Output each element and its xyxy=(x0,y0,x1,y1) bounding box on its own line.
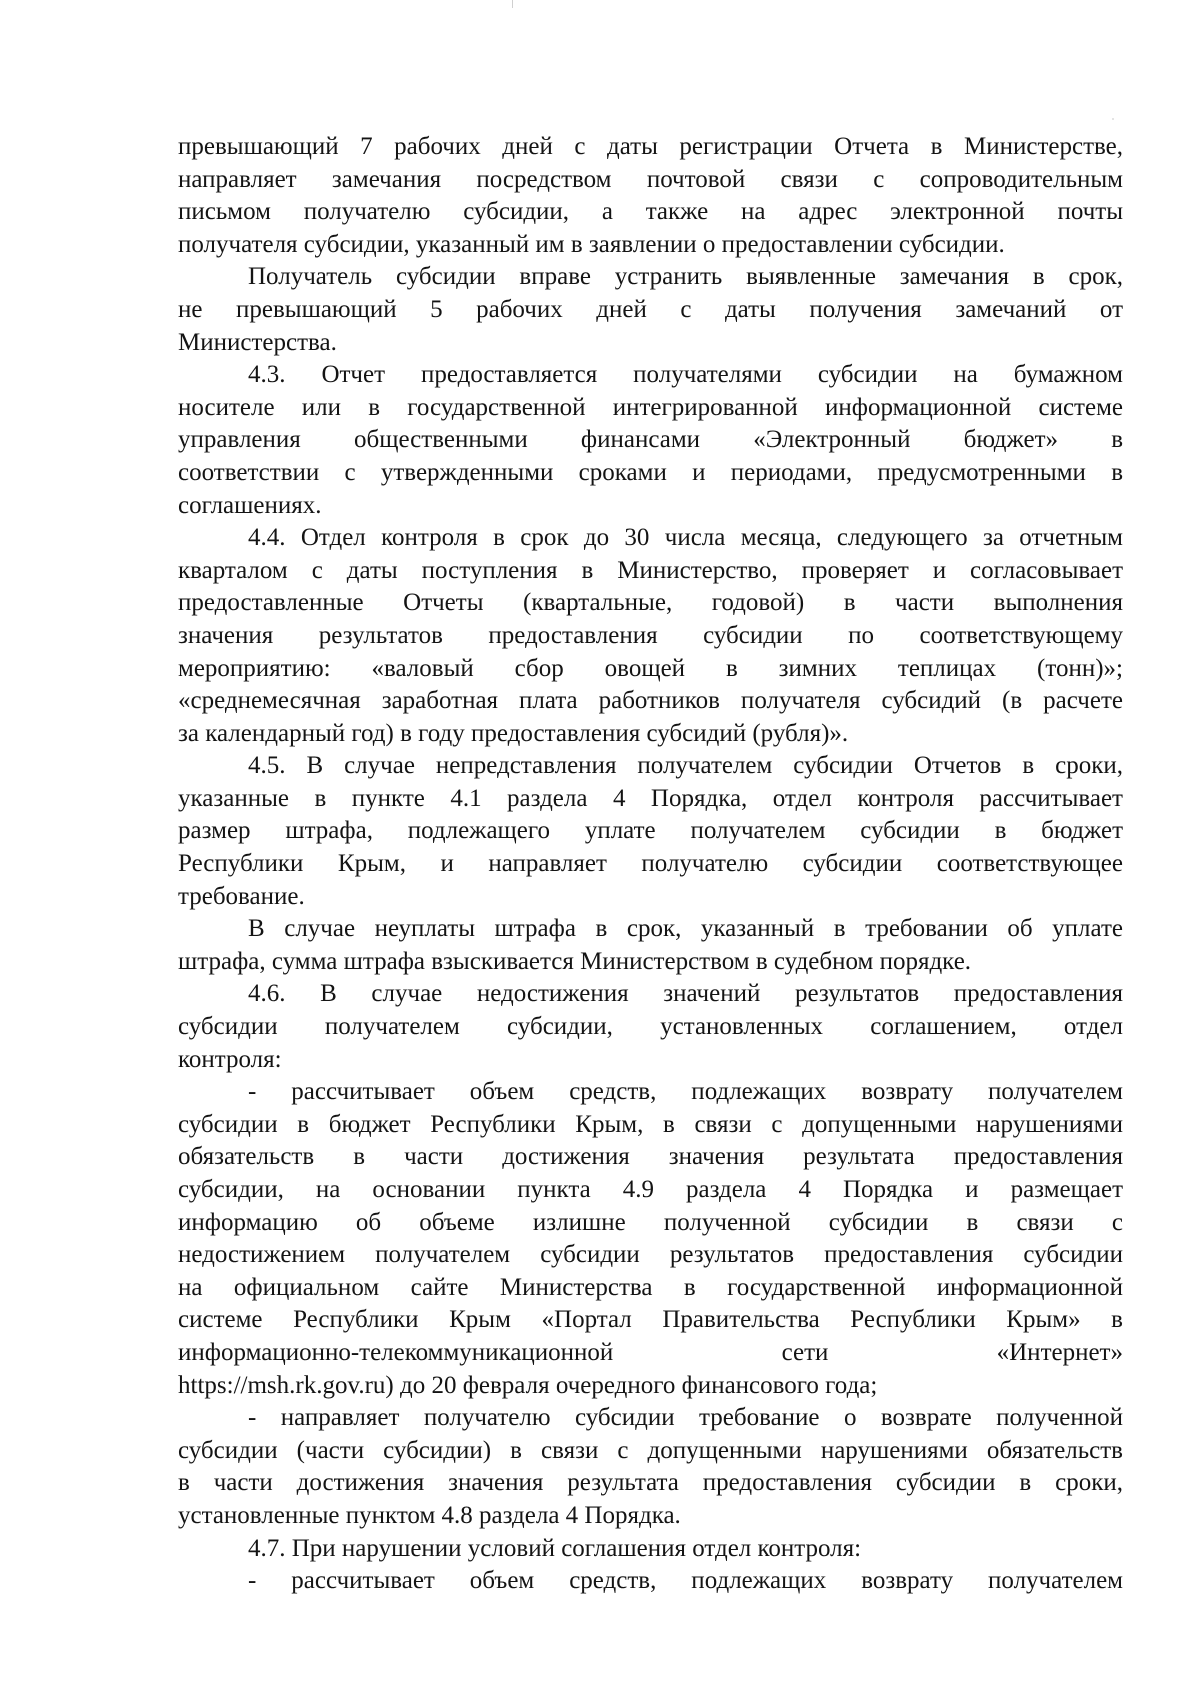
paragraph-p6 xyxy=(178,913,1123,978)
paragraph-p10 xyxy=(178,1533,1123,1566)
text-line: «среднемесячная заработная плата работников получателя субсидий (в расчете xyxy=(178,687,1123,715)
text-line: субсидии (части субсидии) в связи с допущенными нарушениями обязательств xyxy=(178,1436,1123,1464)
text-line: соглашениях. xyxy=(178,491,322,519)
text-line: системе Республики Крым «Портал Правительства Республики Крым» в xyxy=(178,1306,1123,1334)
text-line: информацию об объеме излишне полученной субсидии в связи с xyxy=(178,1208,1123,1236)
text-line: 4.5. В случае непредставления получателем субсидии Отчетов в сроки, xyxy=(248,752,1123,780)
text-line: контроля: xyxy=(178,1045,282,1073)
text-line: Получатель субсидии вправе устранить выявленные замечания в срок, xyxy=(248,263,1123,291)
text-line: субсидии в бюджет Республики Крым, в связи с допущенными нарушениями xyxy=(178,1110,1123,1138)
text-line: не превышающий 5 рабочих дней с даты получения замечаний от xyxy=(178,295,1123,323)
text-line: - рассчитывает объем средств, подлежащих возврату получателем xyxy=(248,1567,1123,1595)
text-line: соответствии с утвержденными сроками и периодами, предусмотренными в xyxy=(178,458,1123,486)
text-line: Министерства. xyxy=(178,328,337,356)
paragraph-p11 xyxy=(178,1565,1123,1598)
text-line: указанные в пункте 4.1 раздела 4 Порядка, отдел контроля рассчитывает xyxy=(178,784,1123,812)
text-line: субсидии получателем субсидии, установленных соглашением, отдел xyxy=(178,1013,1123,1041)
text-line: управления общественными финансами «Электронный бюджет» в xyxy=(178,426,1123,454)
text-line: штрафа, сумма штрафа взыскивается Министерством в судебном порядке. xyxy=(178,947,972,975)
paragraph-p1 xyxy=(178,131,1123,261)
text-line: получателя субсидии, указанный им в заявлении о предоставлении субсидии. xyxy=(178,230,1005,258)
text-line: мероприятию: «валовый сбор овощей в зимних теплицах (тонн)»; xyxy=(178,654,1123,682)
text-line: на официальном сайте Министерства в государственной информационной xyxy=(178,1273,1123,1301)
text-line: размер штрафа, подлежащего уплате получателем субсидии в бюджет xyxy=(178,817,1123,845)
text-line: Республики Крым, и направляет получателю субсидии соответствующее xyxy=(178,850,1123,878)
paragraph-p4 xyxy=(178,522,1123,750)
text-line: - направляет получателю субсидии требование о возврате полученной xyxy=(248,1404,1123,1432)
paragraph-p7 xyxy=(178,978,1123,1076)
text-line: 4.6. В случае недостижения значений результатов предоставления xyxy=(248,980,1123,1008)
text-line: требование. xyxy=(178,882,305,910)
text-line: 4.7. При нарушении условий соглашения отдел контроля: xyxy=(248,1534,862,1562)
text-line: значения результатов предоставления субсидии по соответствующему xyxy=(178,621,1123,649)
text-line: превышающий 7 рабочих дней с даты регистрации Отчета в Министерстве, xyxy=(178,133,1123,160)
text-line: носителе или в государственной интегрированной информационной системе xyxy=(178,393,1123,421)
document-body xyxy=(178,131,1123,1598)
paragraph-p9 xyxy=(178,1402,1123,1532)
text-line: - рассчитывает объем средств, подлежащих возврату получателем xyxy=(248,1078,1123,1106)
paragraph-p5 xyxy=(178,750,1123,913)
text-line: 4.3. Отчет предоставляется получателями субсидии на бумажном xyxy=(248,361,1123,389)
scan-artifact xyxy=(512,0,513,8)
text-line: предоставленные Отчеты (квартальные, годовой) в части выполнения xyxy=(178,589,1123,617)
paragraph-p2 xyxy=(178,261,1123,359)
paragraph-p3 xyxy=(178,359,1123,522)
text-line: недостижением получателем субсидии результатов предоставления субсидии xyxy=(178,1241,1123,1269)
text-line: за календарный год) в году предоставления субсидий (рубля)». xyxy=(178,719,849,747)
text-line: информационно-телекоммуникационной сети «Интернет» xyxy=(178,1338,1123,1366)
text-line: направляет замечания посредством почтовой связи с сопроводительным xyxy=(178,165,1123,193)
scan-artifact xyxy=(1112,118,1114,120)
text-line: установленные пунктом 4.8 раздела 4 Порядка. xyxy=(178,1501,681,1529)
text-line: кварталом с даты поступления в Министерство, проверяет и согласовывает xyxy=(178,556,1123,584)
text-line: обязательств в части достижения значения результата предоставления xyxy=(178,1143,1123,1171)
text-line: письмом получателю субсидии, а также на адрес электронной почты xyxy=(178,198,1123,226)
paragraph-p8 xyxy=(178,1076,1123,1402)
text-line: https://msh.rk.gov.ru) до 20 февраля очередного финансового года; xyxy=(178,1371,878,1399)
text-line: в части достижения значения результата предоставления субсидии в сроки, xyxy=(178,1469,1123,1497)
text-line: В случае неуплаты штрафа в срок, указанный в требовании об уплате xyxy=(248,915,1123,943)
text-line: субсидии, на основании пункта 4.9 раздела 4 Порядка и размещает xyxy=(178,1176,1123,1203)
text-line: 4.4. Отдел контроля в срок до 30 числа месяца, следующего за отчетным xyxy=(248,524,1123,552)
